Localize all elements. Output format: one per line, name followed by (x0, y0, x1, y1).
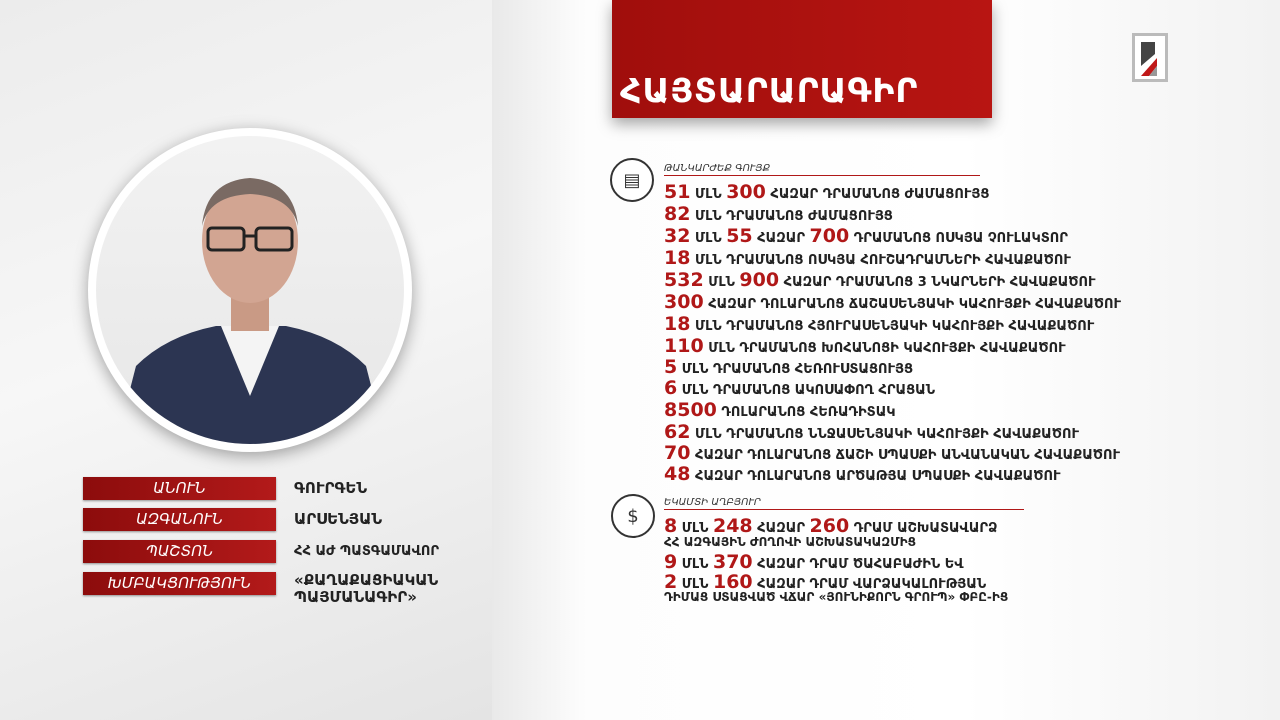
description: ՀԱԶԱՐ (752, 231, 810, 246)
list-item-continuation (664, 535, 916, 549)
description: ԴՈԼԱՐԱՆՈՑ ՀԵՌԱԴԻՏԱԿ (716, 405, 896, 420)
info-value-line: «ՔԱՂԱՔԱՑԻԱԿԱՆ (294, 571, 439, 589)
info-value: ԱՐՍԵՆՅԱՆ (294, 510, 383, 528)
amount: 300 (664, 291, 704, 313)
list-item (664, 378, 935, 401)
description: ՀԱԶԱՐ ԴՐԱՄԱՆՈՑ ԺԱՄԱՑՈՒՅՑ (765, 187, 990, 202)
portrait-photo (88, 128, 412, 452)
channel-logo (1132, 33, 1168, 82)
amount: 55 (726, 225, 753, 247)
info-value-line: ՊԱՅՄԱՆԱԳԻՐ» (294, 588, 417, 606)
amount: 70 (664, 442, 691, 464)
description: ՄԼՆ ԴՐԱՄԱՆՈՑ ԽՈՀԱՆՈՑԻ ԿԱՀՈՒՅՔԻ ՀԱՎԱՔԱԾՈՒ (703, 341, 1066, 356)
description: ՄԼՆ (677, 521, 713, 536)
list-item (664, 464, 1060, 487)
description: ՄԼՆ ԴՐԱՄԱՆՈՑ ԺԱՄԱՑՈՒՅՑ (690, 209, 893, 224)
amount: 6 (664, 377, 678, 399)
info-label: ՊԱՇՏՈՆ (83, 540, 276, 563)
amount: 370 (712, 551, 753, 573)
amount: 2 (664, 571, 678, 593)
description: ՀԱԶԱՐ ԴՈԼԱՐԱՆՈՑ ՃԱՇԻ ՍՊԱՍՔԻ ԱՆՎԱՆԱԿԱՆ ՀԱՎԱՔԱԾՈՒ (690, 448, 1121, 463)
amount: 18 (664, 313, 691, 335)
info-value: ԳՈՒՐԳԵՆ (294, 479, 368, 497)
amount: 8500 (664, 399, 717, 421)
list-item (664, 270, 1096, 293)
description: ՄԼՆ ԴՐԱՄԱՆՈՑ ՀՅՈՒՐԱՍԵՆՅԱԿԻ ԿԱՀՈՒՅՔԻ ՀԱՎԱՔԱԾՈՒ (690, 319, 1095, 334)
amount: 82 (664, 203, 691, 225)
description: ԴՐԱՄԱՆՈՑ ՈՍԿՅԱ ՉՈՒԼԱԿՏՈՐ (849, 231, 1068, 246)
description: ՄԼՆ (690, 187, 727, 202)
amount: 48 (664, 463, 691, 485)
description: ՄԼՆ ԴՐԱՄԱՆՈՑ ԱԿՈՍԱՓՈՂ ՀՐԱՑԱՆ (677, 383, 936, 398)
description: ՀԱԶԱՐ ԴՈԼԱՐԱՆՈՑ ԱՐԾԱԹՅԱ ՍՊԱՍՔԻ ՀԱՎԱՔԱԾՈՒ (690, 469, 1061, 484)
list-item (664, 314, 1094, 337)
amount: 110 (664, 335, 704, 357)
description: ՀԱԶԱՐ (752, 521, 810, 536)
description: ՀԱԶԱՐ ԴՐԱՄ ԾԱՀԱԲԱԺԻՆ ԵՎ (752, 557, 964, 572)
amount: 248 (712, 515, 753, 537)
description: ՀԱԶԱՐ ԴՐԱՄԱՆՈՑ 3 ՆԿԱՐՆԵՐԻ ՀԱՎԱՔԱԾՈՒ (779, 275, 1096, 290)
description: ՀԱԶԱՐ ԴՐԱՄ ՎԱՐՁԱԿԱԼՈՒԹՅԱՆ (752, 577, 987, 592)
amount: 62 (664, 421, 691, 443)
list-item (664, 292, 1121, 315)
amount: 51 (664, 181, 691, 203)
list-item (664, 226, 1068, 249)
description: ՄԼՆ (677, 577, 713, 592)
info-row-position (83, 540, 439, 563)
list-item (664, 400, 896, 423)
channel-one-icon (1135, 36, 1165, 79)
page-title: ՀԱՅՏԱՐԱՐԱԳԻՐ (620, 71, 919, 110)
list-item (664, 443, 1120, 466)
section-label-property: ԹԱՆԿԱՐԺԵՔ ԳՈՒՅՔ (664, 163, 980, 176)
amount: 300 (726, 181, 766, 203)
info-row-name (83, 477, 367, 500)
amount: 700 (809, 225, 850, 247)
section-label-income: ԵԿԱՄՏԻ ԱՂԲՅՈՒՐ (664, 497, 1024, 510)
amount: 32 (664, 225, 691, 247)
amount: 532 (664, 269, 704, 291)
amount: 9 (664, 551, 678, 573)
person-silhouette-icon (96, 136, 404, 444)
amount: 18 (664, 247, 691, 269)
description: ՄԼՆ (690, 231, 727, 246)
description: ՀՀ ԱԶԳԱՅԻՆ ԺՈՂՈՎԻ ԱՇԽԱՏԱԿԱԶՄԻՑ (664, 535, 916, 549)
description: ՀԱԶԱՐ ԴՈԼԱՐԱՆՈՑ ՃԱՇԱՍԵՆՅԱԿԻ ԿԱՀՈՒՅՔԻ ՀԱՎԱՔԱԾՈՒ (703, 297, 1122, 312)
title-banner (612, 0, 992, 118)
description: ՄԼՆ (677, 557, 713, 572)
amount: 900 (739, 269, 780, 291)
amount: 160 (712, 571, 753, 593)
info-value (294, 572, 438, 606)
description: ՄԼՆ ԴՐԱՄԱՆՈՑ ՆՆՋԱՍԵՆՅԱԿԻ ԿԱՀՈՒՅՔԻ ՀԱՎԱՔԱԾՈՒ (690, 427, 1079, 442)
info-value: ՀՀ ԱԺ ՊԱՏԳԱՄԱՎՈՐ (294, 544, 440, 559)
list-item (664, 357, 913, 380)
info-row-surname (83, 508, 382, 531)
list-item-continuation (664, 590, 1008, 604)
description: ՄԼՆ ԴՐԱՄԱՆՈՑ ՈՍԿՅԱ ՀՈՒՇԱԴՐԱՄՆԵՐԻ ՀԱՎԱՔԱԾՈՒ (690, 253, 1071, 268)
description: ՄԼՆ ԴՐԱՄԱՆՈՑ ՀԵՌՈՒՍՏԱՑՈՒՅՑ (677, 362, 914, 377)
info-label: ԱԶԳԱՆՈՒՆ (83, 508, 276, 531)
description: ԴԻՄԱՑ ՍՏԱՑՎԱԾ ՎՃԱՐ «ՅՈՒՆԻՔՈՐՆ ԳՐՈՒՊ» ՓԲԸ-ԻՑ (664, 590, 1009, 604)
amount: 8 (664, 515, 678, 537)
list-item (664, 422, 1079, 445)
list-item (664, 204, 893, 227)
list-item (664, 182, 989, 205)
info-label: ԽՄԲԱԿՑՈՒԹՅՈՒՆ (83, 572, 276, 595)
info-label: ԱՆՈՒՆ (83, 477, 276, 500)
amount: 5 (664, 356, 678, 378)
description: ՄԼՆ (703, 275, 740, 290)
list-item (664, 248, 1071, 271)
description: ԴՐԱՄ ԱՇԽԱՏԱՎԱՐՁ (849, 521, 998, 536)
info-row-faction (83, 571, 439, 606)
money-bag-icon: $ (611, 494, 655, 538)
gold-bars-icon: ▤ (610, 158, 654, 202)
list-item (664, 336, 1066, 359)
amount: 260 (809, 515, 850, 537)
